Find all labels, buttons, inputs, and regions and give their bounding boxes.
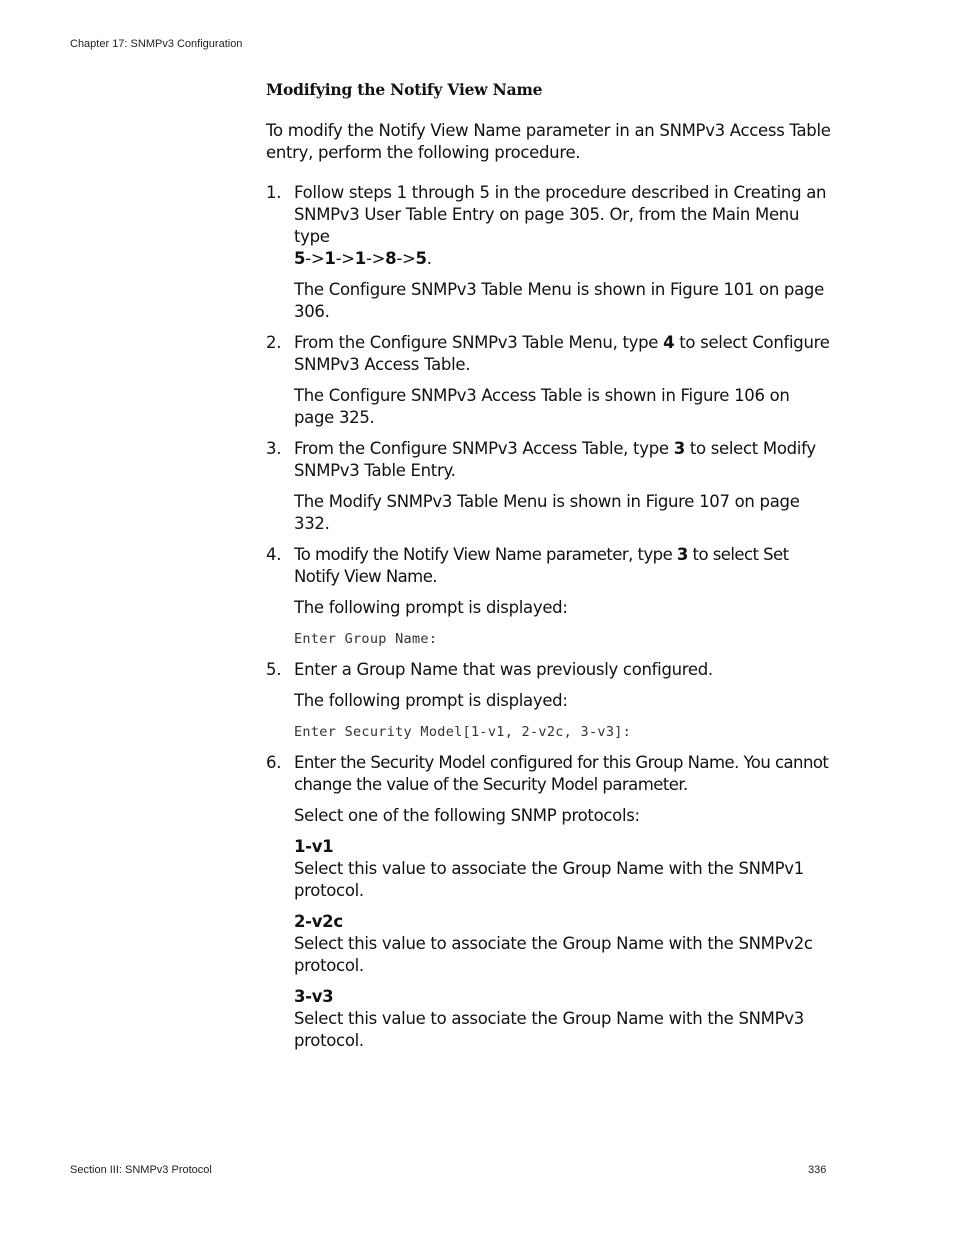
step-note: Select one of the following SNMP protocols: bbox=[294, 806, 640, 825]
option-description: Select this value to associate the Group Name with the SNMPv1 protocol. bbox=[294, 859, 804, 900]
step-number: 2. bbox=[266, 333, 282, 352]
step-item bbox=[266, 182, 831, 323]
step-number: 4. bbox=[266, 545, 282, 564]
step-text-before: From the Configure SNMPv3 Access Table, type bbox=[294, 439, 669, 458]
menu-key: 1 bbox=[324, 249, 336, 268]
running-footer: Section III: SNMPv3 Protocol bbox=[70, 1164, 212, 1176]
step-item bbox=[266, 544, 831, 650]
menu-arrow: -> bbox=[396, 249, 416, 268]
menu-key: 5 bbox=[415, 249, 427, 268]
menu-key: 5 bbox=[294, 249, 306, 268]
step-text-after: to select Configure SNMPv3 Access Table. bbox=[294, 333, 830, 374]
menu-key: 3 bbox=[676, 545, 688, 564]
menu-key: 4 bbox=[663, 333, 675, 352]
step-number: 5. bbox=[266, 660, 282, 679]
step-note: The following prompt is displayed: bbox=[294, 691, 568, 710]
step-note: The Modify SNMPv3 Table Menu is shown in Figure 107 on page 332. bbox=[294, 492, 800, 533]
step-text bbox=[294, 182, 831, 270]
step-text bbox=[294, 332, 831, 376]
section-title: Modifying the Notify View Name bbox=[266, 80, 543, 99]
console-prompt: Enter Group Name: bbox=[294, 631, 438, 647]
option-term: 1-v1 bbox=[294, 837, 334, 856]
menu-key: 1 bbox=[354, 249, 366, 268]
step-number: 1. bbox=[266, 183, 282, 202]
step-number: 6. bbox=[266, 753, 282, 772]
step-text: Enter the Security Model configured for this Group Name. You cannot change the value of the Security Model parameter. bbox=[294, 753, 829, 794]
console-prompt: Enter Security Model[1-v1, 2-v2c, 3-v3]: bbox=[294, 724, 632, 740]
step-item bbox=[266, 659, 831, 743]
menu-key: 3 bbox=[673, 439, 685, 458]
step-text bbox=[294, 438, 831, 482]
step-item bbox=[266, 438, 831, 535]
step-text: Enter a Group Name that was previously configured. bbox=[294, 660, 713, 679]
step-note: The Configure SNMPv3 Access Table is shown in Figure 106 on page 325. bbox=[294, 386, 790, 427]
page-content bbox=[266, 79, 831, 1061]
step-item bbox=[266, 332, 831, 429]
page-number: 336 bbox=[808, 1164, 827, 1176]
menu-path-end: . bbox=[426, 249, 432, 268]
step-text-before: To modify the Notify View Name parameter, type bbox=[294, 545, 673, 564]
step-text-before: From the Configure SNMPv3 Table Menu, type bbox=[294, 333, 659, 352]
menu-arrow: -> bbox=[365, 249, 386, 268]
step-item bbox=[266, 752, 831, 1052]
procedure-steps bbox=[266, 182, 831, 1052]
option-description: Select this value to associate the Group Name with the SNMPv2c protocol. bbox=[294, 934, 813, 975]
step-text bbox=[294, 544, 831, 588]
step-note: The following prompt is displayed: bbox=[294, 598, 568, 617]
intro-paragraph: To modify the Notify View Name parameter in an SNMPv3 Access Table entry, perform the following procedure. bbox=[266, 121, 831, 162]
running-header: Chapter 17: SNMPv3 Configuration bbox=[70, 38, 243, 50]
option-term: 3-v3 bbox=[294, 987, 334, 1006]
menu-arrow: -> bbox=[335, 249, 355, 268]
protocol-option bbox=[294, 986, 831, 1052]
option-description: Select this value to associate the Group Name with the SNMPv3 protocol. bbox=[294, 1009, 804, 1050]
option-term: 2-v2c bbox=[294, 912, 343, 931]
step-text-after: to select Modify SNMPv3 Table Entry. bbox=[294, 439, 816, 480]
menu-key: 8 bbox=[385, 249, 397, 268]
protocol-option bbox=[294, 836, 831, 902]
menu-arrow: -> bbox=[305, 249, 325, 268]
step-text-body: Follow steps 1 through 5 in the procedure described in Creating an SNMPv3 User Table Entry on page 305. Or, from the Main Menu type bbox=[294, 183, 827, 246]
step-number: 3. bbox=[266, 439, 282, 458]
step-note: The Configure SNMPv3 Table Menu is shown in Figure 101 on page 306. bbox=[294, 280, 824, 321]
step-text-after: to select Set Notify View Name. bbox=[294, 545, 789, 586]
protocol-option bbox=[294, 911, 831, 977]
